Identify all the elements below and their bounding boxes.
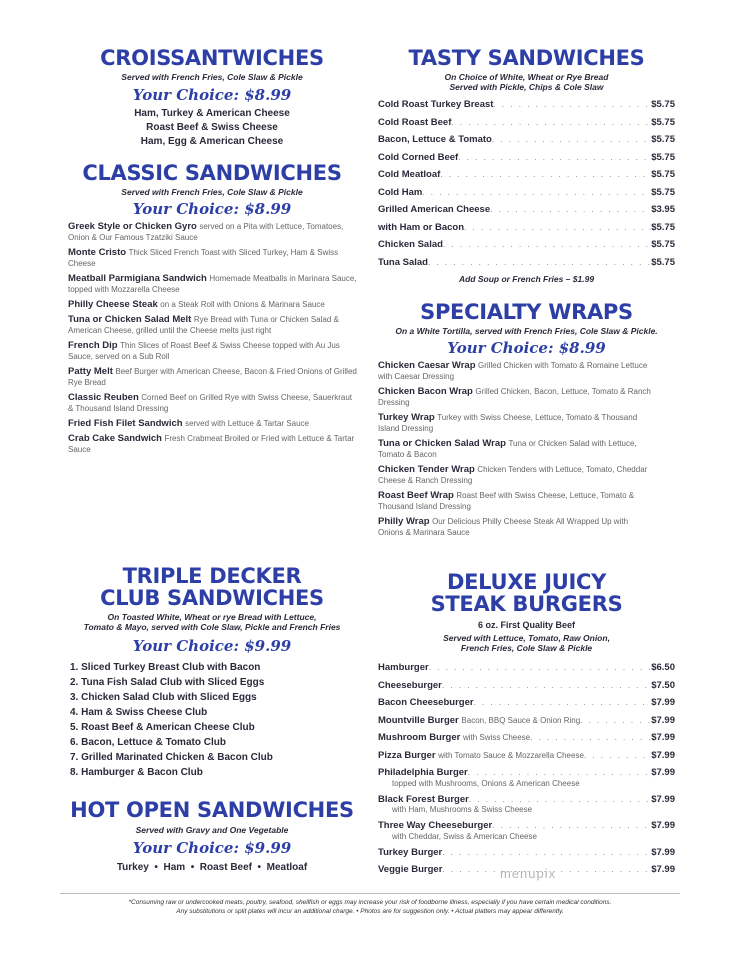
item-price: $5.75: [651, 151, 675, 163]
item-name: Cold Roast Turkey Breast: [378, 99, 494, 110]
list-item: 3. Chicken Salad Club with Sliced Eggs: [70, 692, 257, 703]
item-description: Turkey with Swiss Cheese, Lettuce, Tomato & Thousand Island Dressing: [378, 413, 638, 433]
item-description: Thin Slices of Roast Beef & Swiss Cheese topped with Au Jus Sauce, served on a Sub Roll: [68, 341, 340, 361]
item-name: Tuna or Chicken Salad Wrap: [378, 438, 506, 449]
item-description: Homemade Meatballs in Marinara Sauce, topped with Mozzarella Cheese: [68, 274, 357, 294]
leader-dots: [584, 747, 651, 765]
steak-burgers-subtitle-line2: French Fries, Cole Slaw & Pickle: [460, 643, 593, 653]
price-row: [378, 201, 675, 219]
item-price: $7.99: [651, 820, 675, 831]
leader-dots: [428, 254, 651, 272]
item-description: Beef Burger with American Cheese, Bacon & Fried Onions of Grilled Rye Bread: [68, 367, 357, 387]
item-name: Chicken Tender Wrap: [378, 464, 475, 475]
hot-open-price: Your Choice: $9.99: [132, 839, 292, 857]
list-item: [378, 360, 655, 382]
price-row: [378, 184, 675, 202]
classic-sandwiches-price: Your Choice: $8.99: [132, 200, 292, 218]
steak-burgers-section: [378, 572, 675, 879]
list-item: 7. Grilled Marinated Chicken & Bacon Club: [70, 752, 273, 763]
item-name: Chicken Caesar Wrap: [378, 360, 476, 371]
footer-line2: Any substitutions or split plates will incur an additional charge. • Photos are for suggestion only. • Actual platters may appear differently.: [176, 908, 564, 915]
item-name: [378, 694, 474, 712]
croissantwiches-section: [62, 48, 362, 149]
burger-description: with Swiss Cheese: [462, 733, 531, 742]
leader-dots: [490, 201, 651, 219]
item-price: $7.99: [651, 732, 675, 743]
price-row: [378, 219, 675, 237]
burger-note: with Ham, Mushrooms & Swiss Cheese: [392, 805, 533, 814]
classic-sandwiches-section: [62, 163, 362, 455]
classic-sandwiches-title: CLASSIC SANDWICHES: [82, 161, 342, 185]
item-description: Fresh Crabmeat Broiled or Fried with Lettuce & Tartar Sauce: [68, 434, 355, 454]
item-name: Chicken Salad: [378, 239, 443, 250]
specialty-wraps-list: [378, 360, 675, 538]
list-item: [68, 314, 358, 336]
list-item: [68, 433, 358, 455]
burger-name: Black Forest Burger: [378, 793, 469, 805]
footer-disclaimer: [60, 893, 680, 916]
item-description: Rye Bread with Tuna or Chicken Salad & American Cheese, grilled until the Cheese melts just right: [68, 315, 339, 335]
leader-dots: [492, 131, 651, 149]
hot-open-subtitle: Served with Gravy and One Vegetable: [135, 825, 289, 835]
item-description: on a Steak Roll with Onions & Marinara Sauce: [160, 300, 325, 309]
item-name: Cold Ham: [378, 186, 423, 198]
price-row: [378, 149, 675, 167]
price-row: [378, 114, 675, 132]
item-price: $5.75: [651, 221, 675, 233]
triple-decker-price: Your Choice: $9.99: [132, 637, 292, 655]
burger-name: Mountville Burger: [378, 714, 459, 726]
burger-name: Mushroom Burger: [378, 732, 461, 743]
price-row: [378, 659, 675, 677]
list-item: [68, 273, 358, 295]
price-row: [378, 677, 675, 695]
item-price: $7.50: [651, 679, 675, 691]
list-item: [68, 247, 358, 269]
tasty-sandwiches-subtitle-line1: On Choice of White, Wheat or Rye Bread: [444, 72, 609, 82]
item-name: [378, 844, 442, 862]
list-item: Roast Beef & Swiss Cheese: [146, 122, 278, 133]
price-row: [378, 131, 675, 149]
item-price: $3.95: [651, 204, 675, 215]
item-name: Chicken Bacon Wrap: [378, 386, 473, 397]
burger-name: Three Way Cheeseburger: [378, 820, 493, 831]
steak-burgers-title-line1: DELUXE JUICY: [446, 570, 606, 594]
item-description: Chicken Tenders with Lettuce, Tomato, Cheddar Cheese & Ranch Dressing: [378, 465, 648, 485]
item-price: $7.99: [651, 793, 675, 805]
item-description: served on a Pita with Lettuce, Tomatoes, Onion & Our Famous Tzatziki Sauce: [68, 222, 344, 242]
item-price: $5.75: [651, 239, 675, 250]
item-description: Our Delicious Philly Cheese Steak All Wrapped Up with Onions & Marinara Sauce: [378, 517, 629, 537]
burger-name: Turkey Burger: [378, 846, 443, 858]
triple-decker-title-line2: CLUB SANDWICHES: [100, 586, 324, 610]
item-price: $7.99: [651, 697, 675, 708]
item-description: Corned Beef on Grilled Rye with Swiss Cheese, Sauerkraut & Thousand Island Dressing: [68, 393, 353, 413]
croissantwiches-title: CROISSANTWICHES: [100, 46, 324, 70]
price-row: [378, 694, 675, 712]
burger-name: Pizza Burger: [378, 749, 436, 761]
leader-dots: [464, 219, 651, 237]
leader-dots: [458, 149, 651, 167]
steak-burgers-quality: 6 oz. First Quality Beef: [477, 620, 576, 630]
item-name: Philly Cheese Steak: [68, 299, 158, 310]
item-name: Fried Fish Filet Sandwich: [68, 418, 183, 429]
croissantwiches-price: Your Choice: $8.99: [132, 86, 292, 104]
item-description: Thick Sliced French Toast with Sliced Turkey, Ham & Swiss Cheese: [68, 248, 339, 268]
list-item: [68, 418, 358, 429]
item-name: Classic Reuben: [68, 392, 139, 403]
item-name: Philly Wrap: [378, 516, 430, 527]
item-price: $5.75: [651, 256, 675, 268]
list-item: 1. Sliced Turkey Breast Club with Bacon: [70, 662, 261, 673]
list-item: [378, 516, 655, 538]
croissantwiches-subtitle: Served with French Fries, Cole Slaw & Pickle: [121, 72, 303, 82]
item-name: French Dip: [68, 340, 118, 351]
item-price: $5.75: [651, 169, 675, 180]
specialty-wraps-section: [378, 302, 675, 542]
footer-line1: *Consuming raw or undercooked meats, poultry, seafood, shellfish or eggs may increase your risk of foodborne illness, especially if you have certain medical conditions.: [128, 899, 612, 906]
item-name: Tuna Salad: [378, 256, 428, 268]
tasty-sandwiches-title: TASTY SANDWICHES: [408, 46, 645, 70]
list-item: [378, 464, 655, 486]
tasty-sandwiches-subtitle-line2: Served with Pickle, Chips & Cole Slaw: [449, 82, 604, 92]
item-description: Grilled Chicken, Bacon, Lettuce, Tomato & Ranch Dressing: [378, 387, 651, 407]
list-item: [68, 221, 358, 243]
list-item: 2. Tuna Fish Salad Club with Sliced Eggs: [70, 677, 265, 688]
item-name: Grilled American Cheese: [378, 204, 491, 215]
item-description: Tuna or Chicken Salad with Lettuce, Tomato & Bacon: [378, 439, 637, 459]
item-name: Cold Roast Beef: [378, 116, 452, 128]
leader-dots: [443, 236, 651, 254]
item-name: [378, 729, 530, 747]
list-item: [68, 366, 358, 388]
price-row: [378, 747, 675, 765]
leader-dots: [580, 712, 651, 730]
item-description: Roast Beef with Swiss Cheese, Lettuce, Tomato & Thousand Island Dressing: [378, 491, 635, 511]
item-name: Bacon, Lettuce & Tomato: [378, 134, 492, 145]
triple-decker-title-line1: TRIPLE DECKER: [122, 564, 302, 588]
list-item: 8. Hamburger & Bacon Club: [70, 767, 203, 778]
leader-dots: [442, 677, 651, 695]
item-price: $6.50: [651, 662, 675, 673]
item-name: [378, 747, 584, 765]
item-price: $5.75: [651, 186, 675, 198]
list-item: Ham, Turkey & American Cheese: [134, 108, 290, 119]
specialty-wraps-title: SPECIALTY WRAPS: [420, 300, 633, 324]
leader-dots: [493, 96, 651, 114]
item-price: $7.99: [651, 846, 675, 858]
item-description: served with Lettuce & Tartar Sauce: [185, 419, 309, 428]
list-item: [378, 438, 655, 460]
leader-dots: [440, 166, 651, 184]
burger-note: topped with Mushrooms, Onions & American Cheese: [392, 778, 580, 788]
item-price: $5.75: [651, 99, 675, 110]
burger-name: Bacon Cheeseburger: [378, 697, 474, 708]
item-price: $7.99: [651, 714, 675, 726]
item-name: Cold Corned Beef: [378, 151, 459, 163]
list-item: 4. Ham & Swiss Cheese Club: [70, 707, 208, 718]
price-row: [378, 844, 675, 862]
item-name: [378, 712, 580, 730]
leader-dots: [474, 694, 652, 712]
tasty-sandwiches-list: [378, 96, 675, 271]
price-row: [378, 712, 675, 730]
item-name: Patty Melt: [68, 366, 113, 377]
hot-open-items: Turkey • Ham • Roast Beef • Meatloaf: [116, 862, 308, 873]
classic-sandwiches-subtitle: Served with French Fries, Cole Slaw & Pickle: [121, 187, 303, 197]
left-column: [62, 48, 362, 459]
item-price: $5.75: [651, 116, 675, 128]
list-item: 6. Bacon, Lettuce & Tomato Club: [70, 737, 226, 748]
item-price: $7.99: [651, 864, 675, 875]
triple-decker-subtitle-line1: On Toasted White, Wheat or rye Bread with Lettuce,: [107, 612, 317, 622]
price-row: [378, 96, 675, 114]
specialty-wraps-price: Your Choice: $8.99: [447, 339, 606, 357]
item-name: Cold Meatloaf: [378, 169, 441, 180]
item-name: Turkey Wrap: [378, 412, 435, 423]
list-item: [68, 340, 358, 362]
leader-dots: [442, 844, 651, 862]
list-item: [378, 490, 655, 512]
hot-open-title: HOT OPEN SANDWICHES: [70, 798, 354, 822]
item-name: [378, 677, 442, 695]
steak-burgers-title-line2: STEAK BURGERS: [430, 592, 623, 616]
item-name: Greek Style or Chicken Gyro: [68, 221, 197, 232]
triple-decker-subtitle-line2: Tomato & Mayo, served with Cole Slaw, Pickle and French Fries: [83, 622, 341, 632]
list-item: Ham, Egg & American Cheese: [140, 136, 284, 147]
item-price: $7.99: [651, 767, 675, 778]
burger-name: Philadelphia Burger: [378, 767, 468, 778]
list-item: [68, 392, 358, 414]
list-item: 5. Roast Beef & American Cheese Club: [70, 722, 255, 733]
croissantwiches-list: [62, 107, 362, 149]
item-price: $7.99: [651, 749, 675, 761]
list-item: [68, 299, 358, 310]
item-name: Tuna or Chicken Salad Melt: [68, 314, 192, 325]
burger-description: with Tomato Sauce & Mozzarella Cheese: [438, 750, 584, 760]
item-name: Crab Cake Sandwich: [68, 433, 162, 444]
price-row: [378, 729, 675, 747]
classic-sandwiches-list: [62, 221, 362, 455]
leader-dots: [429, 659, 652, 677]
steak-burgers-list: [378, 659, 675, 879]
leader-dots: [422, 184, 651, 202]
tasty-sandwiches-section: [378, 48, 675, 284]
hot-open-section: [62, 800, 362, 873]
item-name: [378, 659, 429, 677]
item-name: Meatball Parmigiana Sandwich: [68, 273, 207, 284]
item-name: [378, 861, 442, 879]
item-description: Grilled Chicken with Tomato & Romaine Lettuce with Caesar Dressing: [378, 361, 648, 381]
item-name: with Ham or Bacon: [378, 221, 465, 233]
list-item: [378, 386, 655, 408]
triple-decker-section: [62, 566, 362, 780]
burger-note: with Cheddar, Swiss & American Cheese: [392, 831, 537, 841]
item-price: $5.75: [651, 134, 675, 145]
price-row: [378, 166, 675, 184]
leader-dots: [530, 729, 651, 747]
item-name: Monte Cristo: [68, 247, 127, 258]
tasty-sandwiches-note: Add Soup or French Fries – $1.99: [458, 274, 595, 284]
price-row: [378, 254, 675, 272]
item-name: Roast Beef Wrap: [378, 490, 454, 501]
leader-dots: [451, 114, 651, 132]
triple-decker-list: [62, 660, 362, 780]
burger-description: Bacon, BBQ Sauce & Onion Ring: [461, 715, 581, 725]
price-row: [378, 236, 675, 254]
specialty-wraps-subtitle: On a White Tortilla, served with French Fries, Cole Slaw & Pickle.: [395, 326, 658, 336]
steak-burgers-subtitle-line1: Served with Lettuce, Tomato, Raw Onion,: [443, 633, 610, 643]
watermark: menupix: [500, 866, 557, 881]
burger-name: Hamburger: [378, 662, 429, 673]
burger-name: Cheeseburger: [378, 679, 442, 691]
burger-name: Veggie Burger: [378, 864, 443, 875]
list-item: [378, 412, 655, 434]
